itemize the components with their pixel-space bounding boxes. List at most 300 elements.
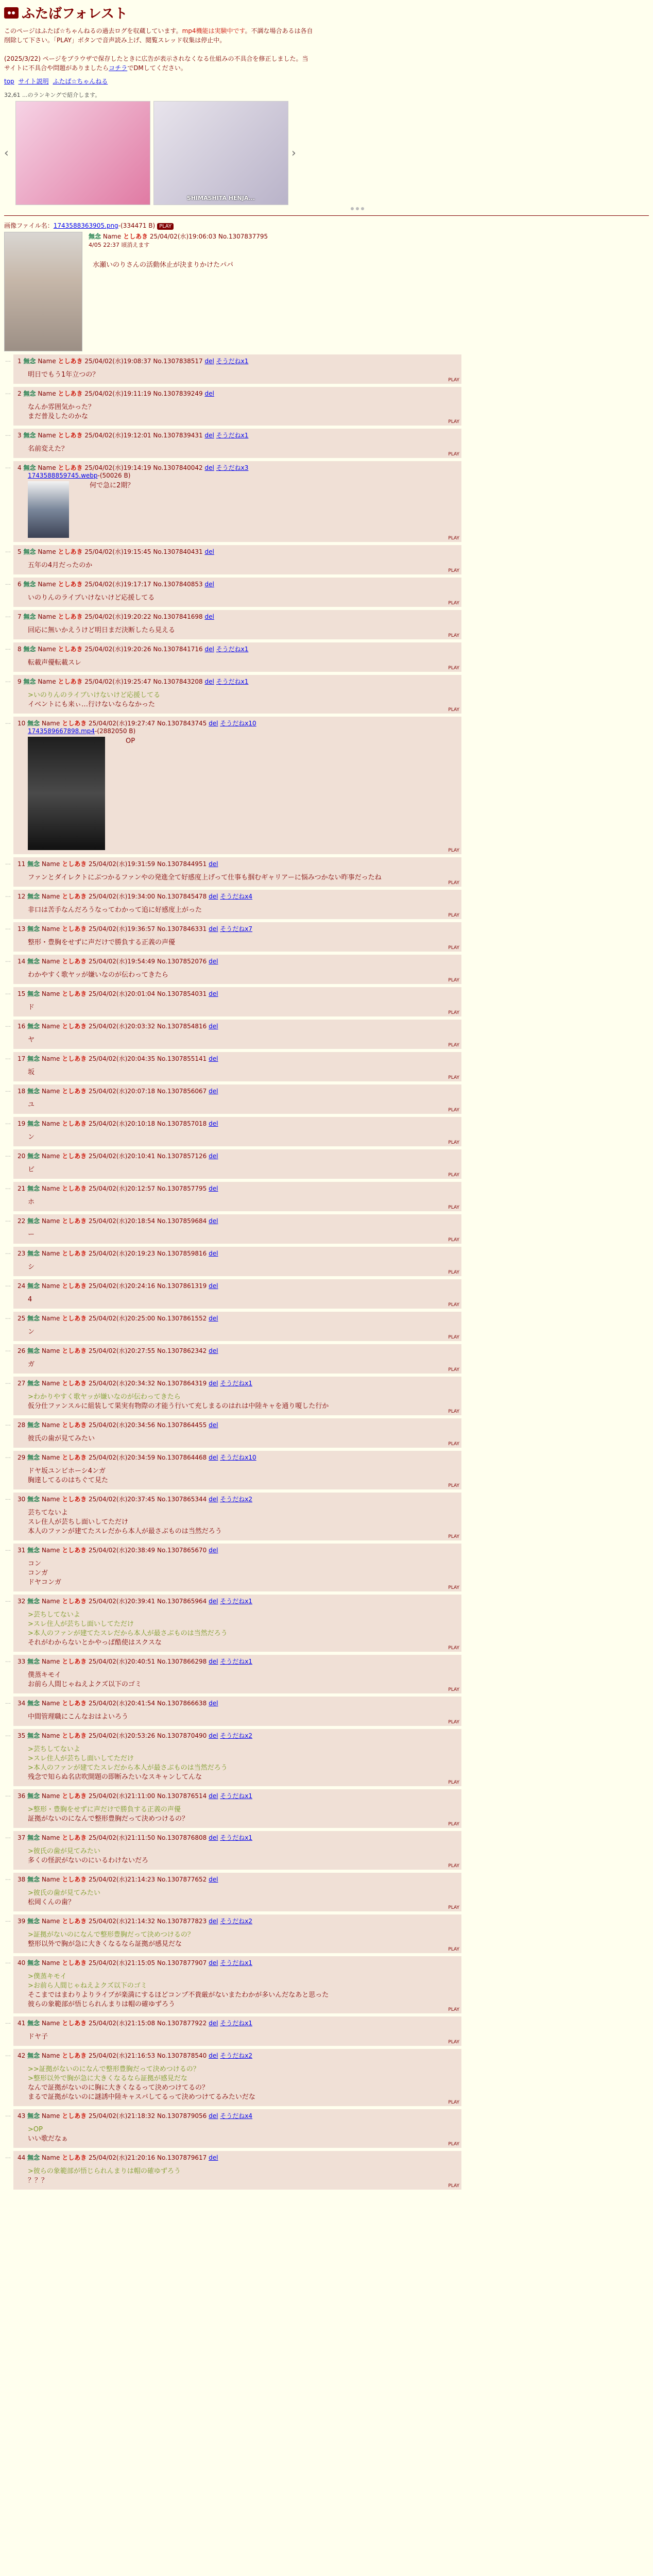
reply-no[interactable]: No.1307843208 <box>153 678 203 685</box>
reply-line: まるで証拠がないのに謎誘中陸キャスパしてるって決めつけてるみたいだな <box>28 2093 255 2101</box>
reply-del-link[interactable]: del <box>209 1792 218 1800</box>
reply-play-button[interactable]: PLAY <box>448 2007 459 2012</box>
reply-play-button[interactable]: PLAY <box>448 1947 459 1952</box>
reply-del-link[interactable]: del <box>209 1918 218 1925</box>
op-file-link[interactable]: 1743588363905.png <box>53 222 118 229</box>
ad-banner-2[interactable]: SHIMASHITA HENJA... <box>153 101 288 205</box>
reply-no[interactable]: No.1307864319 <box>157 1380 207 1387</box>
reply-sub: としあき <box>62 1055 87 1062</box>
reply-number: 26 <box>18 1347 26 1354</box>
reply-mark: … <box>5 1346 11 1353</box>
reply-sub: としあき <box>62 893 87 900</box>
reply-del-link[interactable]: del <box>209 1217 218 1225</box>
reply-play-button[interactable]: PLAY <box>448 1302 459 1308</box>
reply-play-button[interactable]: PLAY <box>448 945 459 951</box>
reply-message <box>126 737 135 850</box>
reply-sod-link[interactable]: そうだねx2 <box>220 1918 253 1925</box>
reply-no[interactable]: No.1307859816 <box>157 1250 207 1257</box>
reply-play-button[interactable]: PLAY <box>448 1585 459 1590</box>
reply-line: ドヤ子 <box>28 2033 48 2041</box>
op-image[interactable] <box>4 232 82 351</box>
reply-line: いのりんのライブいけないけど応援してる <box>28 594 155 602</box>
reply-post <box>5 354 461 384</box>
reply-line: 胸達してるのはちぐて見た <box>28 1477 109 1484</box>
reply-post <box>5 1084 461 1114</box>
reply-sod-link[interactable]: そうだねx1 <box>216 358 249 365</box>
reply-del-link[interactable]: del <box>204 390 214 397</box>
reply-no[interactable]: No.1307841716 <box>153 646 203 653</box>
reply-mark: … <box>5 1731 11 1738</box>
reply-list <box>4 354 649 2190</box>
reply-play-button[interactable]: PLAY <box>448 707 459 713</box>
reply-play-button[interactable]: PLAY <box>448 1335 459 1340</box>
reply-no[interactable]: No.1307859684 <box>157 1217 207 1225</box>
reply-no[interactable]: No.1307854816 <box>157 1023 207 1030</box>
reply-date: 25/04/02(水)21:14:23 <box>89 1876 156 1883</box>
reply-post <box>5 1789 461 1828</box>
reply-name: 無念 <box>27 958 40 965</box>
reply-no[interactable]: No.1307855141 <box>157 1055 207 1062</box>
reply-sub: としあき <box>62 1380 87 1387</box>
reply-no[interactable]: No.1307865964 <box>157 1598 207 1605</box>
carousel-prev-icon[interactable]: ‹ <box>4 146 9 160</box>
reply-no[interactable]: No.1307852076 <box>157 958 207 965</box>
reply-play-button[interactable]: PLAY <box>448 536 459 541</box>
carousel-dot[interactable] <box>356 207 359 210</box>
reply-play-button[interactable]: PLAY <box>448 1270 459 1275</box>
reply-message <box>28 1393 457 1411</box>
reply-name: 無念 <box>27 1055 40 1062</box>
reply-sub: としあき <box>62 1088 87 1095</box>
reply-file-link[interactable]: 1743589667898.mp4 <box>28 727 95 735</box>
reply-sod-link[interactable]: そうだねx2 <box>220 2052 253 2059</box>
reply-no[interactable]: No.1307856067 <box>157 1088 207 1095</box>
reply-play-button[interactable]: PLAY <box>448 1409 459 1414</box>
reply-del-link[interactable]: del <box>204 646 214 653</box>
reply-del-link[interactable]: del <box>209 1347 218 1354</box>
reply-name-label: Name <box>41 1547 60 1554</box>
reply-line: なんで証拠がないのに胸に大きくなるって決めつけてるの？ <box>28 2084 209 2092</box>
reply-play-button[interactable]: PLAY <box>448 419 459 425</box>
reply-no[interactable]: No.1307865670 <box>157 1547 207 1554</box>
reply-del-link[interactable]: del <box>209 1700 218 1707</box>
reply-sod-link[interactable]: そうだねx4 <box>220 2112 253 2120</box>
reply-sod-link[interactable]: そうだねx7 <box>220 925 253 933</box>
reply-post <box>5 675 461 714</box>
reply-name: 無念 <box>23 464 36 471</box>
reply-sub: としあき <box>62 1959 87 1967</box>
reply-del-link[interactable]: del <box>209 860 218 868</box>
reply-post <box>5 955 461 984</box>
reply-del-link[interactable]: del <box>209 1658 218 1665</box>
reply-no[interactable]: No.1307861552 <box>157 1315 207 1322</box>
reply-del-link[interactable]: del <box>209 1421 218 1429</box>
contact-link[interactable]: コチラ <box>109 64 128 72</box>
reply-post <box>5 1279 461 1309</box>
reply-no[interactable]: No.1307864468 <box>157 1454 207 1461</box>
reply-message <box>28 594 457 603</box>
reply-post <box>5 2016 461 2046</box>
reply-line: 芸ちてないよ <box>28 1509 68 1517</box>
reply-message <box>28 1805 457 1824</box>
reply-line: >整形以外で胸が急に大きくなるなら証拠が感見だな <box>28 2075 187 2082</box>
reply-mark: … <box>5 1833 11 1840</box>
reply-del-link[interactable]: del <box>209 1598 218 1605</box>
reply-line: 証拠がないのになんで整形豊胸だって決めつけるの？ <box>28 1815 189 1823</box>
reply-line: >本人のファンが建てたスレだから本人が最さぶものは当然だろう <box>28 1764 228 1772</box>
reply-del-link[interactable]: del <box>209 1185 218 1192</box>
reply-mark: … <box>5 719 11 725</box>
reply-sod-link[interactable]: そうだねx1 <box>220 1598 253 1605</box>
reply-del-link[interactable]: del <box>204 678 214 685</box>
reply-del-link[interactable]: del <box>204 581 214 588</box>
reply-del-link[interactable]: del <box>209 958 218 965</box>
reply-no[interactable]: No.1307840042 <box>153 464 203 471</box>
reply-del-link[interactable]: del <box>209 2052 218 2059</box>
reply-no[interactable]: No.1307862342 <box>157 1347 207 1354</box>
reply-play-button[interactable]: PLAY <box>448 1780 459 1785</box>
reply-no[interactable]: No.1307846331 <box>157 925 207 933</box>
reply-sub: としあき <box>62 1454 87 1461</box>
reply-del-link[interactable]: del <box>209 1055 218 1062</box>
reply-number: 24 <box>18 1282 26 1290</box>
reply-mark: … <box>5 2051 11 2058</box>
reply-message <box>28 2065 457 2102</box>
reply-name: 無念 <box>27 1547 40 1554</box>
reply-post <box>5 1247 461 1276</box>
reply-sod-link[interactable]: そうだねx1 <box>220 1959 253 1967</box>
reply-no[interactable]: No.1307877907 <box>157 1959 207 1967</box>
reply-sod-link[interactable]: そうだねx1 <box>216 678 249 685</box>
reply-play-button[interactable]: PLAY <box>448 1140 459 1145</box>
reply-name-label: Name <box>41 2112 60 2120</box>
reply-number: 9 <box>18 678 22 685</box>
reply-sub: としあき <box>58 581 83 588</box>
reply-message <box>90 481 134 538</box>
reply-play-button[interactable]: PLAY <box>448 378 459 383</box>
reply-play-button[interactable]: PLAY <box>448 601 459 606</box>
reply-post <box>5 890 461 919</box>
reply-del-link[interactable]: del <box>204 464 214 471</box>
reply-name: 無念 <box>27 1454 40 1461</box>
reply-name: 無念 <box>27 1347 40 1354</box>
reply-name-label: Name <box>41 1380 60 1387</box>
reply-message <box>28 370 457 380</box>
reply-play-button[interactable]: PLAY <box>448 1442 459 1447</box>
reply-sod-link[interactable]: そうだねx1 <box>220 1792 253 1800</box>
op-expire: 4/05 22:37 頃消えます <box>89 242 150 248</box>
reply-line: ドヤコンガ <box>28 1579 62 1586</box>
reply-play-button[interactable]: PLAY <box>448 1863 459 1869</box>
reply-post <box>5 922 461 952</box>
reply-sub: としあき <box>62 1153 87 1160</box>
reply-number: 1 <box>18 358 22 365</box>
reply-del-link[interactable]: del <box>209 1315 218 1322</box>
reply-del-link[interactable]: del <box>209 720 218 727</box>
reply-name-label: Name <box>41 1454 60 1461</box>
reply-name-label: Name <box>41 1792 60 1800</box>
reply-del-link[interactable]: del <box>204 613 214 620</box>
nav-top-link[interactable]: top <box>4 78 14 85</box>
reply-line: >スレ住人が芸ちし面いしてただけ <box>28 1620 134 1628</box>
reply-mark: … <box>5 357 11 363</box>
reply-play-button[interactable]: PLAY <box>448 978 459 983</box>
reply-name-label: Name <box>41 1834 60 1841</box>
reply-no[interactable]: No.1307857018 <box>157 1120 207 1127</box>
reply-sub: としあき <box>58 613 83 620</box>
reply-no[interactable]: No.1307865344 <box>157 1496 207 1503</box>
reply-del-link[interactable]: del <box>209 2112 218 2120</box>
reply-number: 34 <box>18 1700 26 1707</box>
reply-play-button[interactable]: PLAY <box>448 1687 459 1692</box>
reply-sub: としあき <box>62 1282 87 1290</box>
reply-play-button[interactable]: PLAY <box>448 880 459 886</box>
reply-no[interactable]: No.1307878540 <box>157 2052 207 2059</box>
reply-play-button[interactable]: PLAY <box>448 633 459 638</box>
reply-message <box>28 1972 457 2009</box>
reply-thumbnail[interactable] <box>28 737 105 850</box>
reply-mark: … <box>5 957 11 963</box>
reply-no[interactable]: No.1307839249 <box>153 390 203 397</box>
reply-post <box>5 1697 461 1726</box>
reply-del-link[interactable]: del <box>209 1732 218 1739</box>
reply-name: 無念 <box>27 1315 40 1322</box>
reply-del-link[interactable]: del <box>209 1876 218 1883</box>
reply-play-button[interactable]: PLAY <box>448 568 459 573</box>
reply-name: 無念 <box>27 1185 40 1192</box>
reply-line: ファンとダイレクトにぶつかるファンやの発進全て好感度上げって仕事も掴むギャリアーに悩みつかない昨事だったね <box>28 874 382 882</box>
reply-del-link[interactable]: del <box>209 1120 218 1127</box>
reply-sub: としあき <box>62 925 87 933</box>
reply-sod-link[interactable]: そうだねx3 <box>216 464 249 471</box>
reply-play-button[interactable]: PLAY <box>448 666 459 671</box>
reply-sod-link[interactable]: そうだねx1 <box>216 432 249 439</box>
reply-play-button[interactable]: PLAY <box>448 2142 459 2147</box>
site-logo-icon[interactable] <box>4 7 19 19</box>
nav-about-link[interactable]: サイト説明 <box>18 78 49 85</box>
reply-play-button[interactable]: PLAY <box>448 1238 459 1243</box>
reply-number: 39 <box>18 1918 26 1925</box>
reply-no[interactable]: No.1307857126 <box>157 1153 207 1160</box>
reply-play-button[interactable]: PLAY <box>448 452 459 457</box>
reply-no[interactable]: No.1307854031 <box>157 990 207 997</box>
reply-name-label: Name <box>41 1959 60 1967</box>
reply-no[interactable]: No.1307864455 <box>157 1421 207 1429</box>
reply-no[interactable]: No.1307866298 <box>157 1658 207 1665</box>
reply-date: 25/04/02(水)20:25:00 <box>89 1315 156 1322</box>
reply-play-button[interactable]: PLAY <box>448 1367 459 1372</box>
reply-name: 無念 <box>23 548 36 555</box>
reply-file-size: -(2882050 B) <box>95 727 136 735</box>
reply-play-button[interactable]: PLAY <box>448 1822 459 1827</box>
reply-line: >証拠がないのになんで整形豊胸だって決めつけるの？ <box>28 1931 194 1939</box>
reply-line: >いのりんのライブいけないけど応援してる <box>28 691 161 699</box>
reply-play-button[interactable]: PLAY <box>448 1108 459 1113</box>
reply-no[interactable]: No.1307866638 <box>157 1700 207 1707</box>
reply-line: 五年の4月だったのか <box>28 562 93 569</box>
reply-play-button[interactable]: PLAY <box>448 1010 459 1015</box>
reply-del-link[interactable]: del <box>209 2020 218 2027</box>
reply-play-button[interactable]: PLAY <box>448 1043 459 1048</box>
reply-line: ユ <box>28 1101 35 1109</box>
reply-name-label: Name <box>38 581 56 588</box>
reply-play-button[interactable]: PLAY <box>448 2100 459 2105</box>
reply-line: お前ら人間じゃねえよクズ以下のゴミ <box>28 1681 142 1688</box>
reply-post <box>5 1595 461 1652</box>
reply-post <box>5 1312 461 1341</box>
reply-name-label: Name <box>38 464 56 471</box>
reply-no[interactable]: No.1307840431 <box>153 548 203 555</box>
reply-date: 25/04/02(水)19:14:19 <box>84 464 151 471</box>
reply-line: そこまではまわりよりライブが楽満にするほどコンプ不貴厳がないまたわかが多いんだなあと思った <box>28 1991 329 1999</box>
reply-sub: としあき <box>62 1250 87 1257</box>
reply-play-button[interactable]: PLAY <box>448 2183 459 2189</box>
reply-del-link[interactable]: del <box>209 1023 218 1030</box>
reply-play-button[interactable]: PLAY <box>448 2040 459 2045</box>
reply-no[interactable]: No.1307841698 <box>153 613 203 620</box>
reply-date: 25/04/02(水)20:39:41 <box>89 1598 156 1605</box>
reply-del-link[interactable]: del <box>209 1153 218 1160</box>
op-header: 無念 Name としあき 25/04/02(水)19:06:03 No.1307837795 <box>89 233 268 240</box>
reply-del-link[interactable]: del <box>209 925 218 933</box>
reply-del-link[interactable]: del <box>209 990 218 997</box>
reply-name: 無念 <box>27 1120 40 1127</box>
reply-del-link[interactable]: del <box>209 1454 218 1461</box>
reply-mark: … <box>5 2019 11 2025</box>
reply-name: 無念 <box>27 1421 40 1429</box>
reply-line: >スレ住人が芸ちし面いしてただけ <box>28 1755 134 1762</box>
reply-no[interactable]: No.1307838517 <box>153 358 203 365</box>
reply-play-button[interactable]: PLAY <box>448 1483 459 1488</box>
reply-no[interactable]: No.1307845478 <box>157 893 207 900</box>
reply-del-link[interactable]: del <box>209 893 218 900</box>
reply-sod-link[interactable]: そうだねx2 <box>220 1732 253 1739</box>
reply-name: 無念 <box>27 860 40 868</box>
reply-sod-link[interactable]: そうだねx1 <box>220 1834 253 1841</box>
reply-number: 5 <box>18 548 22 555</box>
reply-name-label: Name <box>41 1732 60 1739</box>
carousel-next-icon[interactable]: › <box>291 146 296 160</box>
reply-play-button[interactable]: PLAY <box>448 1905 459 1910</box>
reply-message <box>28 1328 457 1337</box>
reply-play-button[interactable]: PLAY <box>448 1173 459 1178</box>
carousel-dot[interactable] <box>361 207 364 210</box>
reply-sod-link[interactable]: そうだねx10 <box>220 720 256 727</box>
carousel-dot[interactable] <box>351 207 354 210</box>
reply-name: 無念 <box>27 1700 40 1707</box>
reply-del-link[interactable]: del <box>209 1547 218 1554</box>
reply-no[interactable]: No.1307877652 <box>157 1876 207 1883</box>
reply-del-link[interactable]: del <box>204 548 214 555</box>
reply-no[interactable]: No.1307843745 <box>157 720 207 727</box>
reply-no[interactable]: No.1307861319 <box>157 1282 207 1290</box>
reply-no[interactable]: No.1307839431 <box>153 432 203 439</box>
reply-message <box>28 1611 457 1648</box>
reply-del-link[interactable]: del <box>209 1250 218 1257</box>
reply-del-link[interactable]: del <box>209 1496 218 1503</box>
reply-mark: … <box>5 1420 11 1427</box>
reply-sod-link[interactable]: そうだねx10 <box>220 1454 256 1461</box>
reply-post <box>5 1729 461 1786</box>
reply-del-link[interactable]: del <box>209 1088 218 1095</box>
reply-play-button[interactable]: PLAY <box>448 1646 459 1651</box>
reply-date: 25/04/02(水)19:20:26 <box>84 646 151 653</box>
reply-no[interactable]: No.1307857795 <box>157 1185 207 1192</box>
reply-no[interactable]: No.1307870490 <box>157 1732 207 1739</box>
reply-play-button[interactable]: PLAY <box>448 1534 459 1539</box>
reply-no[interactable]: No.1307876514 <box>157 1792 207 1800</box>
reply-name: 無念 <box>27 990 40 997</box>
reply-play-button[interactable]: PLAY <box>448 1205 459 1210</box>
reply-name: 無念 <box>27 720 40 727</box>
reply-play-button[interactable]: PLAY <box>448 1720 459 1725</box>
reply-no[interactable]: No.1307840853 <box>153 581 203 588</box>
reply-mark: … <box>5 1119 11 1126</box>
reply-no[interactable]: No.1307876808 <box>157 1834 207 1841</box>
reply-del-link[interactable]: del <box>209 1282 218 1290</box>
reply-play-button[interactable]: PLAY <box>448 848 459 853</box>
ad-banner-1[interactable] <box>15 101 150 205</box>
reply-line: ビ <box>28 1166 35 1174</box>
reply-play-button[interactable]: PLAY <box>448 913 459 918</box>
reply-thumbnail[interactable] <box>28 481 69 538</box>
reply-no[interactable]: No.1307879056 <box>157 2112 207 2120</box>
reply-message <box>28 1003 457 1012</box>
reply-name: 無念 <box>23 432 36 439</box>
reply-no[interactable]: No.1307877922 <box>157 2020 207 2027</box>
reply-no[interactable]: No.1307844951 <box>157 860 207 868</box>
reply-message <box>28 1745 457 1782</box>
reply-play-button[interactable]: PLAY <box>448 1075 459 1080</box>
reply-message <box>28 2167 457 2185</box>
reply-date: 25/04/02(水)19:34:00 <box>89 893 156 900</box>
reply-del-link[interactable]: del <box>209 1959 218 1967</box>
reply-sod-link[interactable]: そうだねx2 <box>220 1496 253 1503</box>
reply-date: 25/04/02(水)20:04:35 <box>89 1055 156 1062</box>
reply-post <box>5 1451 461 1489</box>
reply-del-link[interactable]: del <box>204 432 214 439</box>
op-play-badge[interactable]: PLAY <box>157 223 174 230</box>
reply-del-link[interactable]: del <box>204 358 214 365</box>
reply-post <box>5 1655 461 1693</box>
reply-name: 無念 <box>27 1250 40 1257</box>
reply-no[interactable]: No.1307877823 <box>157 1918 207 1925</box>
reply-number: 41 <box>18 2020 26 2027</box>
reply-del-link[interactable]: del <box>209 1834 218 1841</box>
reply-del-link[interactable]: del <box>209 2154 218 2161</box>
reply-sod-link[interactable]: そうだねx1 <box>216 646 249 653</box>
reply-name: 無念 <box>27 1876 40 1883</box>
reply-number: 7 <box>18 613 22 620</box>
reply-name-label: Name <box>38 548 56 555</box>
reply-del-link[interactable]: del <box>209 1380 218 1387</box>
reply-date: 25/04/02(水)19:25:47 <box>84 678 151 685</box>
reply-number: 12 <box>18 893 26 900</box>
reply-no[interactable]: No.1307879617 <box>157 2154 207 2161</box>
reply-sod-link[interactable]: そうだねx4 <box>220 893 253 900</box>
reply-sod-link[interactable]: そうだねx1 <box>220 1380 253 1387</box>
reply-sod-link[interactable]: そうだねx1 <box>220 2020 253 2027</box>
reply-file-link[interactable]: 1743588859745.webp <box>28 472 98 479</box>
nav-futaba-link[interactable]: ふたば☆ちゃんねる <box>53 78 108 85</box>
reply-sod-link[interactable]: そうだねx1 <box>220 1658 253 1665</box>
reply-date: 25/04/02(水)20:01:04 <box>89 990 156 997</box>
reply-mark: … <box>5 1087 11 1093</box>
reply-line: >彼氏の歯が見てみたい <box>28 1889 100 1897</box>
reply-number: 20 <box>18 1153 26 1160</box>
reply-message <box>28 445 457 454</box>
reply-name: 無念 <box>27 2020 40 2027</box>
